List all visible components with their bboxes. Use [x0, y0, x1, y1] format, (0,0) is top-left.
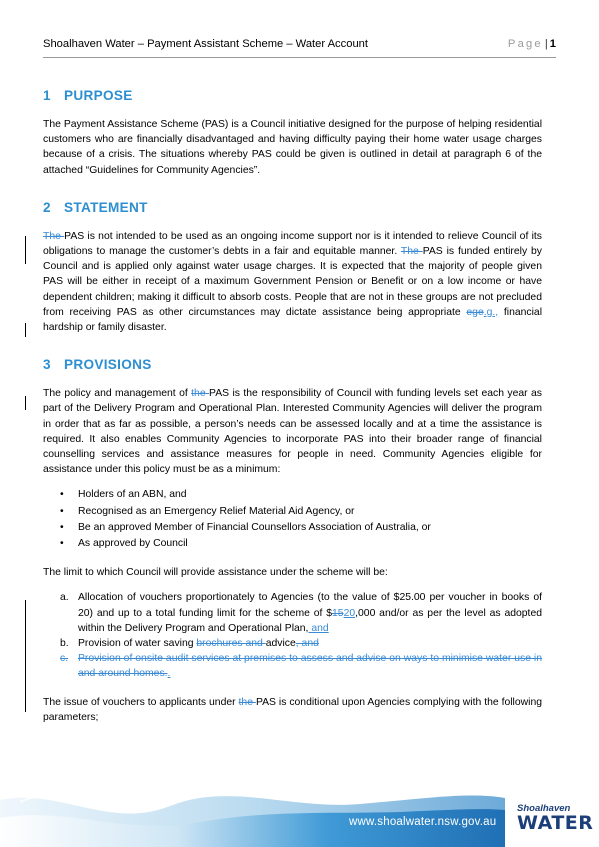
list-marker: b. [60, 638, 69, 650]
inserted-text: . [167, 668, 171, 680]
list-item-c [43, 651, 542, 681]
section-title: PROVISIONS [64, 357, 152, 373]
header-title: Shoalhaven Water – Payment Assistant Scheme – Water Account [43, 38, 369, 50]
list-marker: a. [60, 592, 69, 604]
inserted-text: and [308, 622, 329, 634]
section-number: 3 [43, 357, 51, 373]
section-number: 2 [43, 199, 51, 215]
vouchers-paragraph [43, 695, 542, 725]
document-body [43, 86, 542, 725]
text-run: Provision of water saving [78, 638, 197, 650]
deleted-text: brochures and [196, 638, 266, 650]
change-bar [25, 396, 26, 410]
inserted-text: 20 [343, 607, 356, 619]
text-run: PAS is conditional upon Agencies complying with the following parameters; [43, 696, 543, 723]
page-footer [0, 770, 599, 847]
statement-paragraph [43, 229, 542, 335]
limit-paragraph: The limit to which Council will provide assistance under the scheme will be: [43, 567, 388, 579]
list-marker: c. [60, 653, 69, 665]
page-num: 1 [549, 38, 556, 50]
section-title: PURPOSE [64, 88, 133, 103]
section-heading-statement [43, 198, 542, 218]
provisions-paragraph [43, 386, 542, 477]
deleted-text: The [43, 230, 65, 242]
purpose-paragraph: The Payment Assistance Scheme (PAS) is a Council initiative designed for the purpose of helping residential customers who are financially disadvantaged and having difficulty paying their home water usage charges because of a crisis. The situations whereby PAS could be given is outlined in detail at paragraph 6 of the attached “Guidelines for Community Agencies”. [43, 119, 542, 176]
text-run: PAS is not intended to be used as an ongoing income support nor is it intended to relieve Council of its obligations to manage the customer’s debts in a fair and equitable manner. [43, 230, 542, 258]
logo-shoalhaven: Shoalhaven [517, 803, 571, 814]
inserted-text: .g., [483, 306, 499, 318]
list-item-b [43, 636, 542, 651]
section-number: 1 [43, 88, 51, 103]
change-bar [25, 323, 26, 337]
deleted-text: The [400, 246, 423, 258]
footer-wave-graphic [0, 770, 599, 847]
limit-list [43, 590, 542, 681]
text-run: The policy and management of [43, 388, 192, 400]
section-title: STATEMENT [64, 199, 148, 215]
text-run: The issue of vouchers to applicants under [43, 696, 239, 708]
text-run: advice [265, 638, 296, 650]
deleted-text: ege [466, 306, 484, 318]
deleted-text: 15 [332, 607, 344, 619]
text-run: Allocation of vouchers proportionately to Agencies (to the value of $25.00 per voucher in books of 20) and up to a total funding limit for the scheme of $ [78, 592, 542, 619]
text-run: ,000 and/or as per the level as adopted within the Delivery Program and Operational Plan, [78, 607, 543, 634]
deleted-text: the [191, 388, 210, 400]
eligibility-list [43, 487, 542, 552]
list-item-a [43, 590, 542, 636]
change-bar [25, 236, 26, 264]
list-item: • Recognised as an Emergency Relief Material Aid Agency, or [43, 504, 542, 520]
page-word: Page [507, 38, 543, 50]
page-number [508, 38, 556, 50]
deleted-text: Provision of onsite audit services at premises to assess and advise on ways to minimise water use in and around homes. [78, 653, 542, 680]
list-item: • Be an approved Member of Financial Counsellors Association of Australia, or [43, 520, 542, 536]
deleted-text: , and [295, 638, 319, 650]
footer-url: www.shoalwater.nsw.gov.au [349, 816, 497, 828]
text-run: PAS is the responsibility of Council with funding levels set each year as part of the Delivery Program and Operational Plan. Interested Community Agencies will deliver the program in order that as far as possible, a person’s needs can be assessed locally and at a time the assistance is required. It also enables Community Agencies to incorporate PAS into their broader range of financial counselling services and assistance measures for people in need. Community Agencies eligible for assistance under this policy must be as a minimum: [43, 388, 542, 476]
list-item: • As approved by Council [43, 536, 542, 552]
list-item: • Holders of an ABN, and [43, 487, 542, 503]
change-bar [25, 600, 26, 712]
text-run: financial hardship or family disaster. [43, 306, 543, 334]
text-run: PAS is funded entirely by Council and is applied only against water usage charges. It is expected that the majority of people given PAS will be either in receipt of a maximum Government Pension or Benefit or on a low income or have dependent children; making it difficult to absorb costs. People that are not in these groups are not precluded from receiving PAS as other circumstances may dictate assistance being appropriate [43, 246, 542, 318]
deleted-text: the [238, 696, 256, 708]
logo-water: WATER [517, 812, 594, 834]
section-heading-purpose [43, 86, 542, 106]
section-heading-provisions [43, 355, 542, 375]
page-separator: | [544, 38, 548, 50]
page-header [43, 37, 556, 58]
